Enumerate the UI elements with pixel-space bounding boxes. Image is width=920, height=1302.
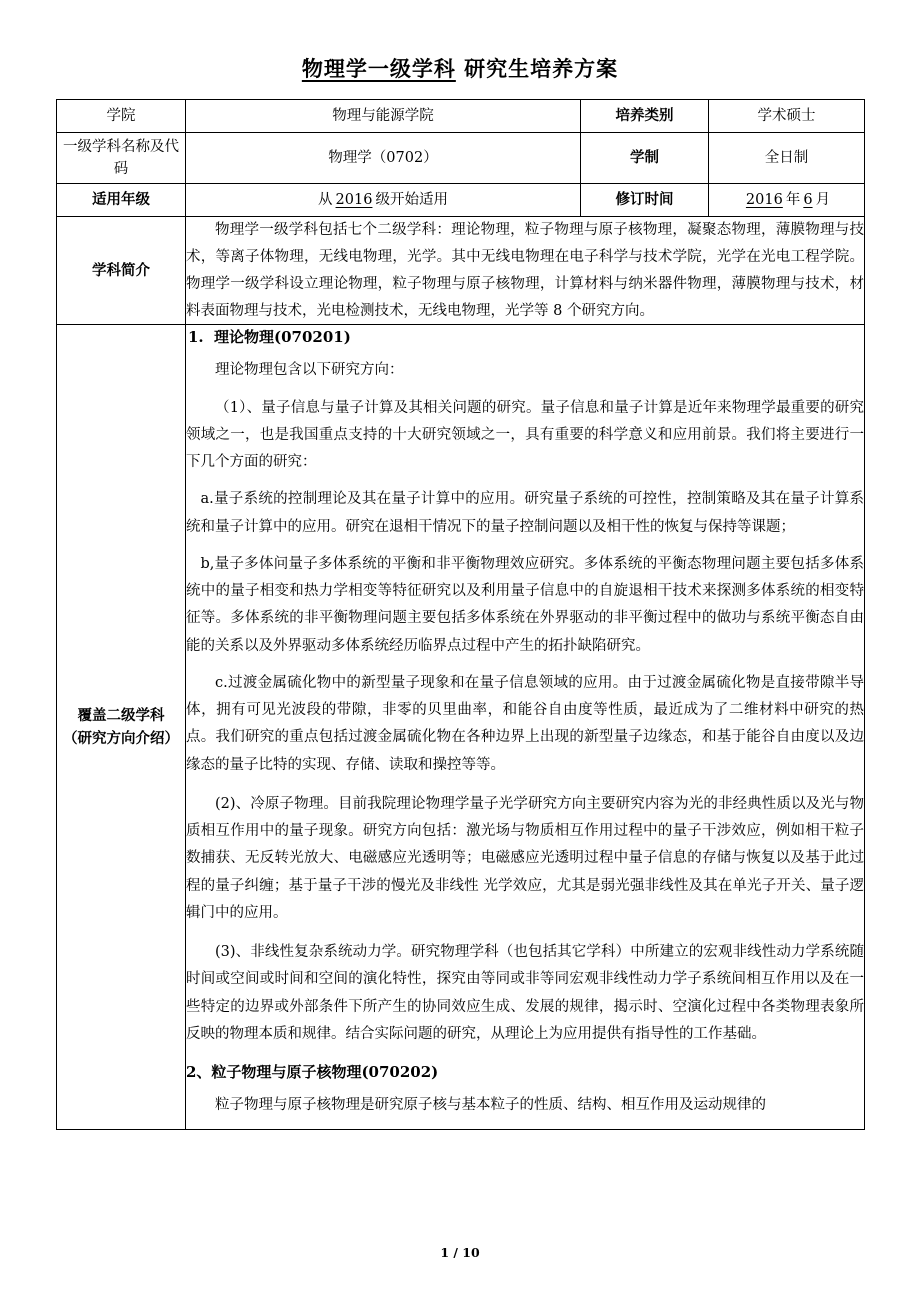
table-row-discipline: [57, 133, 865, 184]
label-college: 学院: [57, 100, 186, 133]
label-discipline-name-code: 一级学科名称及代码: [57, 133, 186, 184]
content-discipline-intro: [186, 217, 865, 325]
label-revision-time: 修订时间: [581, 184, 709, 217]
label-study-system: 学制: [581, 133, 709, 184]
grade-prefix: 从: [318, 191, 333, 208]
table-row-college: [57, 100, 865, 133]
label-covered-subdisciplines: [57, 325, 186, 1130]
paragraph-quantum-info: （1）、量子信息与量子计算及其相关问题的研究。量子信息和量子计算是近年来物理学最重要的研究领域之一，也是我国重点支持的十大研究领域之一，具有重要的科学意义和应用前景。我们将主要进行一下几个方面的研究：: [186, 399, 864, 471]
paragraph-theory-directions-intro: 理论物理包含以下研究方向：: [215, 362, 404, 379]
label-training-type: 培养类别: [581, 100, 709, 133]
value-discipline-name-code: 物理学（0702）: [186, 133, 581, 184]
value-revision-time: [709, 184, 865, 217]
revision-month-unit: 月: [815, 191, 831, 208]
value-applicable-grade: [186, 184, 581, 217]
paragraph-particle-nuclear-intro: 粒子物理与原子核物理是研究原子核与基本粒子的性质、结构、相互作用及运动规律的: [215, 1097, 766, 1114]
grade-year: 2016: [335, 191, 373, 208]
intro-paragraph: 物理学一级学科包括七个二级学科：理论物理，粒子物理与原子核物理，凝聚态物理，薄膜物理与技术，等离子体物理，无线电物理，光学。其中无线电物理在电子科学与技术学院，光学在光电工程学院。物理学一级学科设立理论物理，粒子物理与原子核物理，计算材料与纳米器件物理，薄膜物理与技术，材料表面物理与技术，光电检测技术，无线电物理，光学等 8 个研究方向。: [186, 222, 864, 319]
value-training-type: 学术硕士: [709, 100, 865, 133]
table-row-subdisciplines: [57, 325, 865, 1130]
heading-1-text: 理论物理(070201): [214, 328, 351, 347]
value-study-system: 全日制: [709, 133, 865, 184]
revision-month: 6: [803, 191, 813, 208]
paragraph-cold-atom: (2)、冷原子物理。目前我院理论物理学量子光学研究方向主要研究内容为光的非经典性质以及光与物质相互作用中的量子现象。研究方向包括：激光场与物质相互作用过程中的量子干涉效应，例如相干粒子数捕获、无反转光放大、电磁感应光透明等；电磁感应光透明过程中量子信息的存储与恢复以及基于此过程的量子纠缠；基于量子干涉的慢光及非线性 光学效应，尤其是弱光强非线性及其在单光子开关、量子逻辑门中的应用。: [186, 795, 864, 921]
label-applicable-grade: 适用年级: [57, 184, 186, 217]
table-row-grade: [57, 184, 865, 217]
program-table: [56, 99, 865, 1130]
label-covered-line1: 覆盖二级学科: [77, 707, 165, 725]
revision-year-unit: 年: [785, 191, 801, 208]
page-title: [0, 0, 920, 99]
page-footer: 1 / 10: [440, 1245, 480, 1260]
content-subdisciplines: [186, 325, 865, 1130]
page-title-rest: 研究生培养方案: [455, 56, 619, 81]
label-discipline-intro: 学科简介: [57, 217, 186, 325]
program-table-wrapper: [0, 99, 920, 1130]
grade-suffix: 级开始适用: [375, 191, 448, 208]
label-covered-line2: （研究方向介绍）: [63, 730, 179, 748]
paragraph-item-b: b,量子多体问量子多体系统的平衡和非平衡物理效应研究。多体系统的平衡态物理问题主要包括多体系统中的量子相变和热力学相变等特征研究以及利用量子信息中的自旋退相干技术来探测多体系统的相变特征等。多体系统的非平衡物理问题主要包括多体系统在外界驱动的非平衡过程中的做功与系统平衡态自由能的关系以及外界驱动多体系统经历临界点过程中产生的拓扑缺陷研究。: [186, 555, 864, 654]
heading-particle-nuclear-physics: 2、粒子物理与原子核物理(070202): [186, 1063, 439, 1082]
table-row-intro: [57, 217, 865, 325]
paragraph-item-c: c.过渡金属硫化物中的新型量子现象和在量子信息领域的应用。由于过渡金属硫化物是直接带隙半导体，拥有可见光波段的带隙，非零的贝里曲率，和能谷自由度等性质，最近成为了二维材料中研究的热点。我们研究的重点包括过渡金属硫化物在各种边界上出现的新型量子边缘态，和基于能谷自由度以及边缘态的量子比特的实现、存储、读取和操控等等。: [186, 674, 864, 773]
heading-theoretical-physics: [186, 325, 864, 349]
revision-year: 2016: [745, 191, 783, 208]
paragraph-item-a: a.量子系统的控制理论及其在量子计算中的应用。研究量子系统的可控性，控制策略及其在量子计算系统和量子计算中的应用。研究在退相干情况下的量子控制问题以及相干性的恢复与保持等课题；: [186, 491, 864, 535]
paragraph-nonlinear-dynamics: (3)、非线性复杂系统动力学。研究物理学科（也包括其它学科）中所建立的宏观非线性动力学系统随时间或空间或时间和空间的演化特性，探究由等同或非等同宏观非线性动力学子系统间相互作用以及在一些特定的边界或外部条件下所产生的协同效应生成、发展的规律，揭示时、空演化过程中各类物理表象所反映的物理本质和规律。结合实际问题的研究，从理论上为应用提供有指导性的工作基础。: [186, 944, 864, 1042]
heading-1-number: 1.: [188, 328, 204, 347]
value-college: 物理与能源学院: [186, 100, 581, 133]
page-title-underlined: 物理学一级学科: [301, 56, 456, 81]
